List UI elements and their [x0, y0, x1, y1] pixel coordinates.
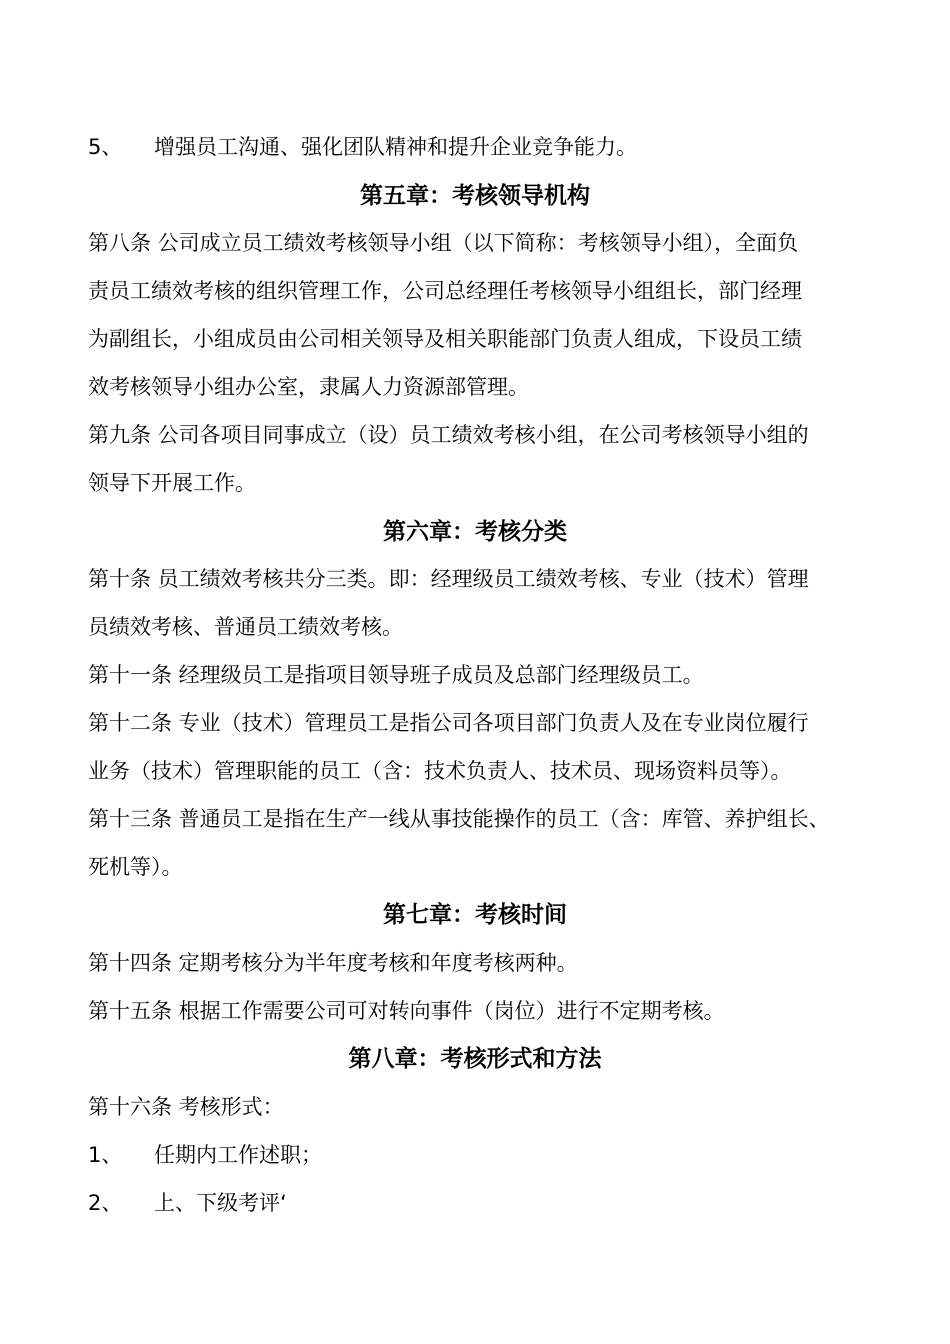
article-13-line-1: 第十三条 普通员工是指在生产一线从事技能操作的员工（含：库管、养护组长、	[88, 807, 830, 831]
list-number: 1、	[88, 1143, 123, 1167]
list-text: 任期内工作述职；	[154, 1143, 322, 1167]
list-text: 上、下级考评‘	[154, 1191, 287, 1215]
article-16-line-1: 第十六条 考核形式：	[88, 1095, 284, 1119]
article-11-line-1: 第十一条 经理级员工是指项目领导班子成员及总部门经理级员工。	[88, 663, 704, 687]
list-item-1	[88, 1140, 322, 1170]
list-item-2	[88, 1188, 287, 1218]
article-9-line-2: 领导下开展工作。	[88, 471, 256, 495]
list-number: 2、	[88, 1191, 123, 1215]
article-12-line-2: 业务（技术）管理职能的员工（含：技术负责人、技术员、现场资料员等）。	[88, 759, 792, 783]
article-10-line-1: 第十条 员工绩效考核共分三类。即：经理级员工绩效考核、专业（技术）管理	[88, 567, 809, 591]
list-number: 5、	[88, 135, 123, 159]
chapter-7-heading: 第七章：考核时间	[383, 902, 567, 928]
chapter-5-heading: 第五章：考核领导机构	[360, 183, 590, 209]
article-10-line-2: 员绩效考核、普通员工绩效考核。	[88, 615, 403, 639]
article-13-line-2: 死机等）。	[88, 855, 183, 879]
chapter-8-heading: 第八章：考核形式和方法	[348, 1046, 602, 1072]
article-8-line-1: 第八条 公司成立员工绩效考核领导小组（以下简称：考核领导小组），全面负	[88, 231, 799, 255]
list-item-5	[88, 132, 637, 162]
article-8-line-4: 效考核领导小组办公室，隶属人力资源部管理。	[88, 375, 529, 399]
article-9-line-1: 第九条 公司各项目同事成立（设）员工绩效考核小组，在公司考核领导小组的	[88, 423, 809, 447]
list-text: 增强员工沟通、强化团队精神和提升企业竞争能力。	[154, 135, 637, 159]
article-8-line-3: 为副组长，小组成员由公司相关领导及相关职能部门负责人组成，下设员工绩	[88, 327, 802, 351]
article-14-line-1: 第十四条 定期考核分为半年度考核和年度考核两种。	[88, 951, 578, 975]
article-15-line-1: 第十五条 根据工作需要公司可对转向事件（岗位）进行不定期考核。	[88, 999, 725, 1023]
article-12-line-1: 第十二条 专业（技术）管理员工是指公司各项目部门负责人及在专业岗位履行	[88, 711, 809, 735]
article-8-line-2: 责员工绩效考核的组织管理工作，公司总经理任考核领导小组组长，部门经理	[88, 279, 802, 303]
chapter-6-heading: 第六章：考核分类	[383, 519, 567, 545]
